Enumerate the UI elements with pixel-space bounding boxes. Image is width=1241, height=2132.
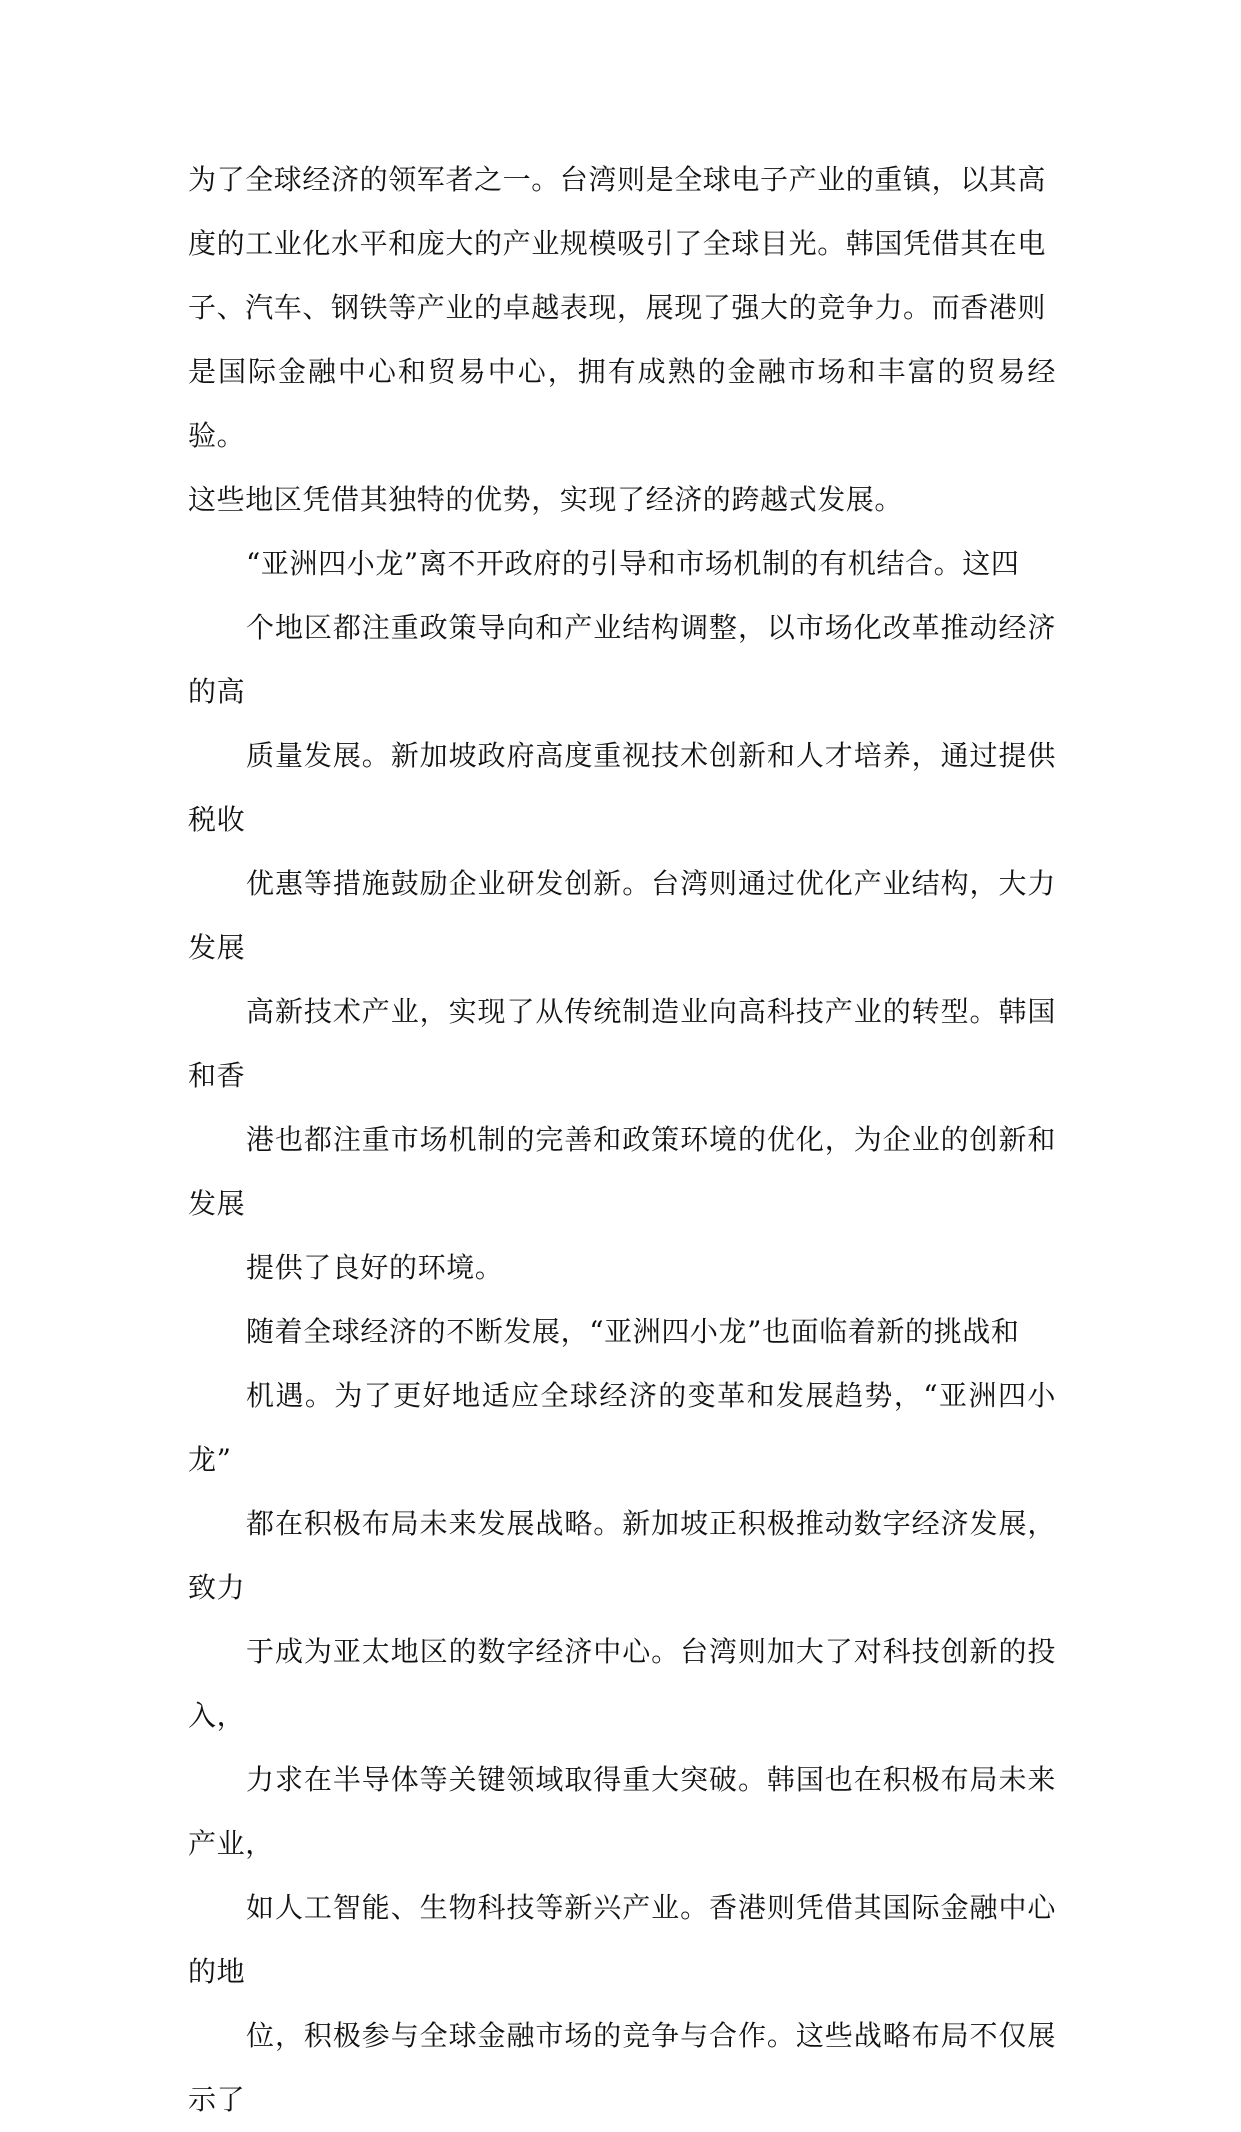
text-line: 如人工智能、生物科技等新兴产业。香港则凭借其国际金融中心的地 [188, 1891, 1056, 1988]
text-line: 子、汽车、钢铁等产业的卓越表现，展现了强大的竞争力。而香港则 [188, 291, 1047, 324]
text-line: 质量发展。新加坡政府高度重视技术创新和人才培养，通过提供税收 [188, 739, 1056, 836]
text-line: 为了全球经济的领军者之一。台湾则是全球电子产业的重镇，以其高 [188, 163, 1047, 196]
text-line: 随着全球经济的不断发展，“亚洲四小龙”也面临着新的挑战和 [246, 1315, 1020, 1348]
text-line: 高新技术产业，实现了从传统制造业向高科技产业的转型。韩国和香 [188, 995, 1056, 1092]
text-line: “亚洲四小龙”离不开政府的引导和市场机制的有机结合。这四 [246, 547, 1020, 580]
text-line: 于成为亚太地区的数字经济中心。台湾则加大了对科技创新的投入， [188, 1635, 1056, 1732]
text-line: 港也都注重市场机制的完善和政策环境的优化，为企业的创新和发展 [188, 1123, 1056, 1220]
text-line: 都在积极布局未来发展战略。新加坡正积极推动数字经济发展，致力 [188, 1507, 1056, 1604]
text-line: 优惠等措施鼓励企业研发创新。台湾则通过优化产业结构，大力发展 [188, 867, 1056, 964]
text-line: 力求在半导体等关键领域取得重大突破。韩国也在积极布局未来产业， [188, 1763, 1056, 1860]
text-line: 提供了良好的环境。 [246, 1251, 504, 1284]
text-line: 位，积极参与全球金融市场的竞争与合作。这些战略布局不仅展示了 [188, 2019, 1056, 2116]
paragraph-3 [188, 1300, 1056, 2132]
document-body [188, 148, 1056, 2132]
text-line: 这些地区凭借其独特的优势，实现了经济的跨越式发展。 [188, 483, 904, 516]
text-line: 个地区都注重政策导向和产业结构调整，以市场化改革推动经济的高 [188, 611, 1056, 708]
paragraph-1 [188, 148, 1056, 532]
text-line: 是国际金融中心和贸易中心，拥有成熟的金融市场和丰富的贸易经验。 [188, 355, 1056, 452]
paragraph-2 [188, 532, 1056, 1300]
text-line: 度的工业化水平和庞大的产业规模吸引了全球目光。韩国凭借其在电 [188, 227, 1047, 260]
text-line: 机遇。为了更好地适应全球经济的变革和发展趋势，“亚洲四小龙” [188, 1379, 1056, 1476]
